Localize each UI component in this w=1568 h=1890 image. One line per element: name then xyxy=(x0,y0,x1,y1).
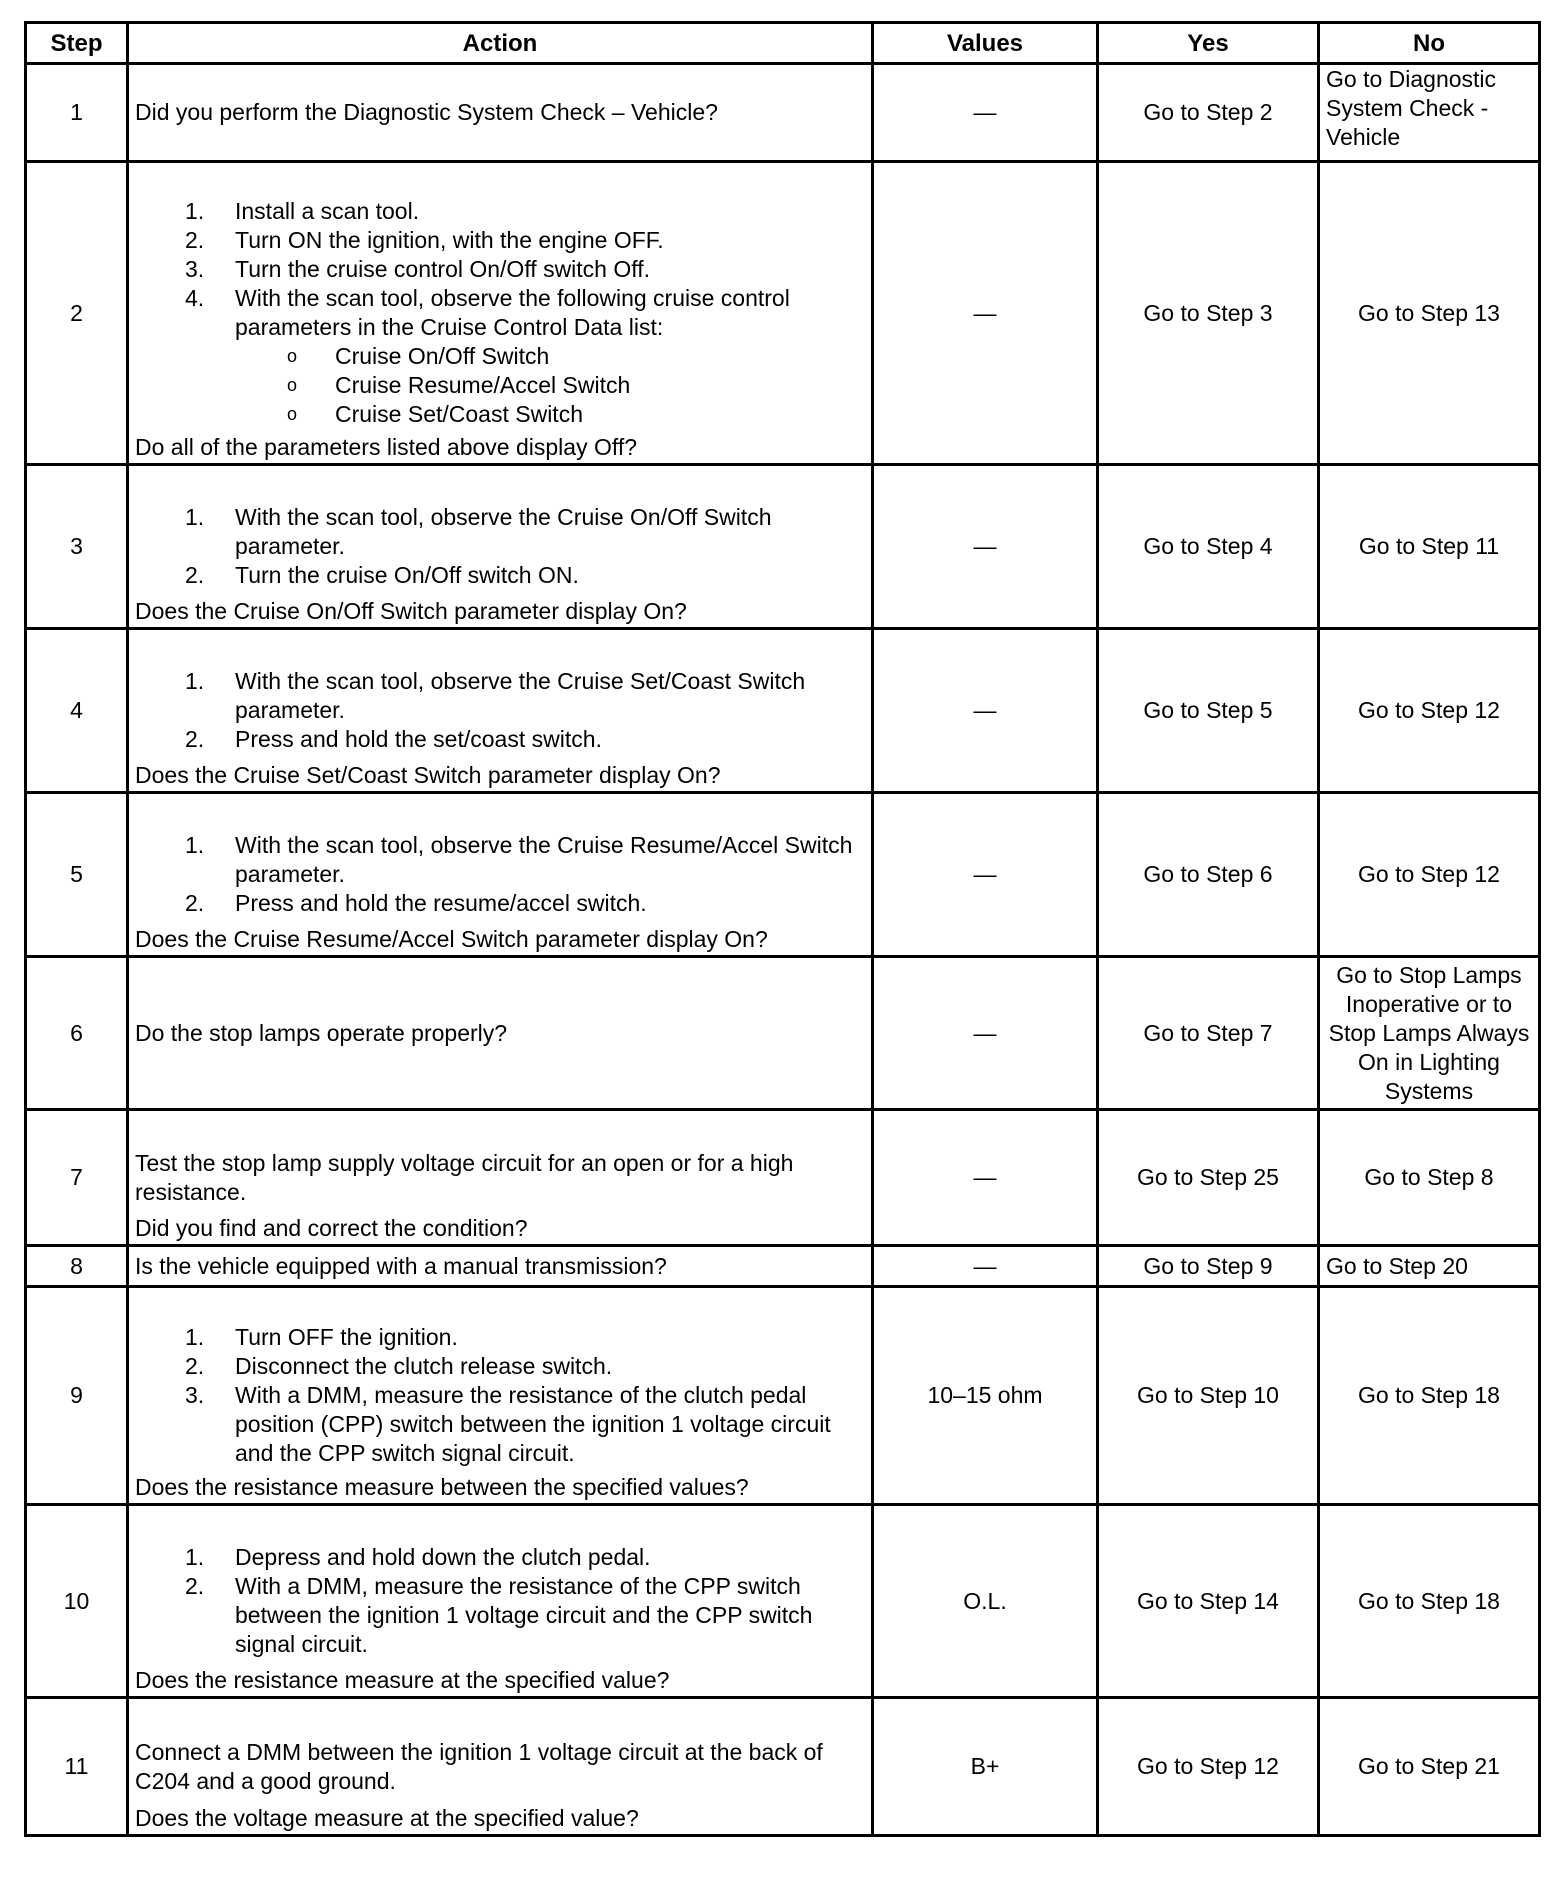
action-steps xyxy=(135,667,865,754)
value-cell: — xyxy=(873,1246,1098,1287)
parameter-item: o Cruise Set/Coast Switch xyxy=(287,401,583,427)
value-cell: — xyxy=(873,629,1098,793)
no-cell: Go to Diagnostic System Check - Vehicle xyxy=(1319,64,1540,162)
yes-cell: Go to Step 10 xyxy=(1098,1287,1319,1505)
action-steps xyxy=(135,197,865,342)
action-steps xyxy=(135,1323,865,1468)
no-cell: Go to Step 11 xyxy=(1319,465,1540,629)
no-cell: Go to Step 20 xyxy=(1319,1246,1540,1287)
step-number: 11 xyxy=(26,1698,128,1836)
action-cell xyxy=(128,1287,873,1505)
action-cell xyxy=(128,1698,873,1836)
header-no: No xyxy=(1319,23,1540,64)
step-number: 9 xyxy=(26,1287,128,1505)
action-cell xyxy=(128,1246,873,1287)
value-cell: — xyxy=(873,1110,1098,1246)
header-row xyxy=(26,23,1540,64)
no-cell: Go to Stop Lamps Inoperative or to Stop Lamps Always On in Lighting Systems xyxy=(1319,957,1540,1110)
action-question: Did you perform the Diagnostic System Check – Vehicle? xyxy=(135,99,718,125)
table-row xyxy=(26,1505,1540,1698)
bullet-icon: o xyxy=(287,404,298,424)
header-yes: Yes xyxy=(1098,23,1319,64)
action-cell xyxy=(128,1110,873,1246)
action-step: 2. Press and hold the set/coast switch. xyxy=(185,726,602,752)
table-row xyxy=(26,1246,1540,1287)
no-cell: Go to Step 8 xyxy=(1319,1110,1540,1246)
action-question: Does the Cruise Set/Coast Switch parameter display On? xyxy=(135,762,721,788)
no-cell: Go to Step 21 xyxy=(1319,1698,1540,1836)
action-steps xyxy=(135,503,865,590)
action-step: 1. Depress and hold down the clutch pedal. xyxy=(185,1544,651,1570)
yes-cell: Go to Step 3 xyxy=(1098,162,1319,465)
no-cell: Go to Step 12 xyxy=(1319,793,1540,957)
yes-cell: Go to Step 14 xyxy=(1098,1505,1319,1698)
action-question: Does the resistance measure at the specified value? xyxy=(135,1667,670,1693)
yes-cell: Go to Step 7 xyxy=(1098,957,1319,1110)
action-step: 2. Disconnect the clutch release switch. xyxy=(185,1353,613,1379)
table-row xyxy=(26,1110,1540,1246)
table-row xyxy=(26,1287,1540,1505)
table-row xyxy=(26,629,1540,793)
step-number: 1 xyxy=(26,64,128,162)
action-question: Does the voltage measure at the specified value? xyxy=(135,1805,639,1831)
yes-cell: Go to Step 25 xyxy=(1098,1110,1319,1246)
action-cell xyxy=(128,465,873,629)
action-cell xyxy=(128,64,873,162)
yes-cell: Go to Step 9 xyxy=(1098,1246,1319,1287)
yes-cell: Go to Step 12 xyxy=(1098,1698,1319,1836)
yes-cell: Go to Step 6 xyxy=(1098,793,1319,957)
no-cell: Go to Step 18 xyxy=(1319,1287,1540,1505)
parameter-list xyxy=(135,342,865,429)
action-steps xyxy=(135,831,865,918)
table-row xyxy=(26,957,1540,1110)
value-cell: — xyxy=(873,465,1098,629)
action-step: 2. Press and hold the resume/accel switch. xyxy=(185,890,647,916)
action-question: Is the vehicle equipped with a manual transmission? xyxy=(135,1252,667,1279)
value-cell: B+ xyxy=(873,1698,1098,1836)
bullet-icon: o xyxy=(287,346,298,366)
action-step: 4. With the scan tool, observe the following cruise control parameters in the Cruise Control Data list: xyxy=(185,285,790,340)
action-question: Do the stop lamps operate properly? xyxy=(135,1019,508,1046)
action-step: 3. Turn the cruise control On/Off switch Off. xyxy=(185,256,651,282)
action-cell xyxy=(128,957,873,1110)
table-row xyxy=(26,465,1540,629)
action-steps xyxy=(135,1543,865,1659)
action-step: 2. With a DMM, measure the resistance of the CPP switch between the ignition 1 voltage circuit and the CPP switch signal circuit. xyxy=(185,1573,813,1657)
no-cell: Go to Step 18 xyxy=(1319,1505,1540,1698)
action-question: Does the resistance measure between the specified values? xyxy=(135,1474,749,1500)
table-row xyxy=(26,64,1540,162)
action-step: 2. Turn the cruise On/Off switch ON. xyxy=(185,562,579,588)
header-action: Action xyxy=(128,23,873,64)
parameter-item: o Cruise Resume/Accel Switch xyxy=(287,372,631,398)
step-number: 2 xyxy=(26,162,128,465)
action-question: Do all of the parameters listed above display Off? xyxy=(135,434,638,460)
parameter-item: o Cruise On/Off Switch xyxy=(287,343,550,369)
diagnostic-table xyxy=(24,21,1541,1837)
action-step: 1. With the scan tool, observe the Cruise Resume/Accel Switch parameter. xyxy=(185,832,853,887)
action-question: Does the Cruise On/Off Switch parameter display On? xyxy=(135,598,687,624)
step-number: 7 xyxy=(26,1110,128,1246)
value-cell: — xyxy=(873,793,1098,957)
no-cell: Go to Step 12 xyxy=(1319,629,1540,793)
action-cell xyxy=(128,1505,873,1698)
table-row xyxy=(26,162,1540,465)
yes-cell: Go to Step 5 xyxy=(1098,629,1319,793)
value-cell: — xyxy=(873,957,1098,1110)
no-cell: Go to Step 13 xyxy=(1319,162,1540,465)
step-number: 6 xyxy=(26,957,128,1110)
value-cell: O.L. xyxy=(873,1505,1098,1698)
action-text: Connect a DMM between the ignition 1 voltage circuit at the back of C204 and a good ground. xyxy=(135,1738,823,1794)
action-step: 1. Install a scan tool. xyxy=(185,198,420,224)
action-step: 1. With the scan tool, observe the Cruise Set/Coast Switch parameter. xyxy=(185,668,806,723)
value-cell: 10–15 ohm xyxy=(873,1287,1098,1505)
step-number: 10 xyxy=(26,1505,128,1698)
step-number: 5 xyxy=(26,793,128,957)
bullet-icon: o xyxy=(287,375,298,395)
action-text: Test the stop lamp supply voltage circuit for an open or for a high resistance. xyxy=(135,1149,794,1205)
yes-cell: Go to Step 2 xyxy=(1098,64,1319,162)
header-step: Step xyxy=(26,23,128,64)
action-step: 2. Turn ON the ignition, with the engine OFF. xyxy=(185,227,664,253)
step-number: 4 xyxy=(26,629,128,793)
value-cell: — xyxy=(873,162,1098,465)
action-question: Did you find and correct the condition? xyxy=(135,1215,528,1241)
action-cell xyxy=(128,793,873,957)
yes-cell: Go to Step 4 xyxy=(1098,465,1319,629)
action-step: 1. With the scan tool, observe the Cruise On/Off Switch parameter. xyxy=(185,504,772,559)
value-cell: — xyxy=(873,64,1098,162)
step-number: 8 xyxy=(26,1246,128,1287)
action-cell xyxy=(128,629,873,793)
table-row xyxy=(26,793,1540,957)
header-values: Values xyxy=(873,23,1098,64)
action-cell xyxy=(128,162,873,465)
step-number: 3 xyxy=(26,465,128,629)
action-step: 1. Turn OFF the ignition. xyxy=(185,1324,458,1350)
action-question: Does the Cruise Resume/Accel Switch parameter display On? xyxy=(135,926,768,952)
table-row xyxy=(26,1698,1540,1836)
action-step: 3. With a DMM, measure the resistance of the clutch pedal position (CPP) switch between the ignition 1 voltage circuit and the CPP switch signal circuit. xyxy=(185,1382,831,1466)
